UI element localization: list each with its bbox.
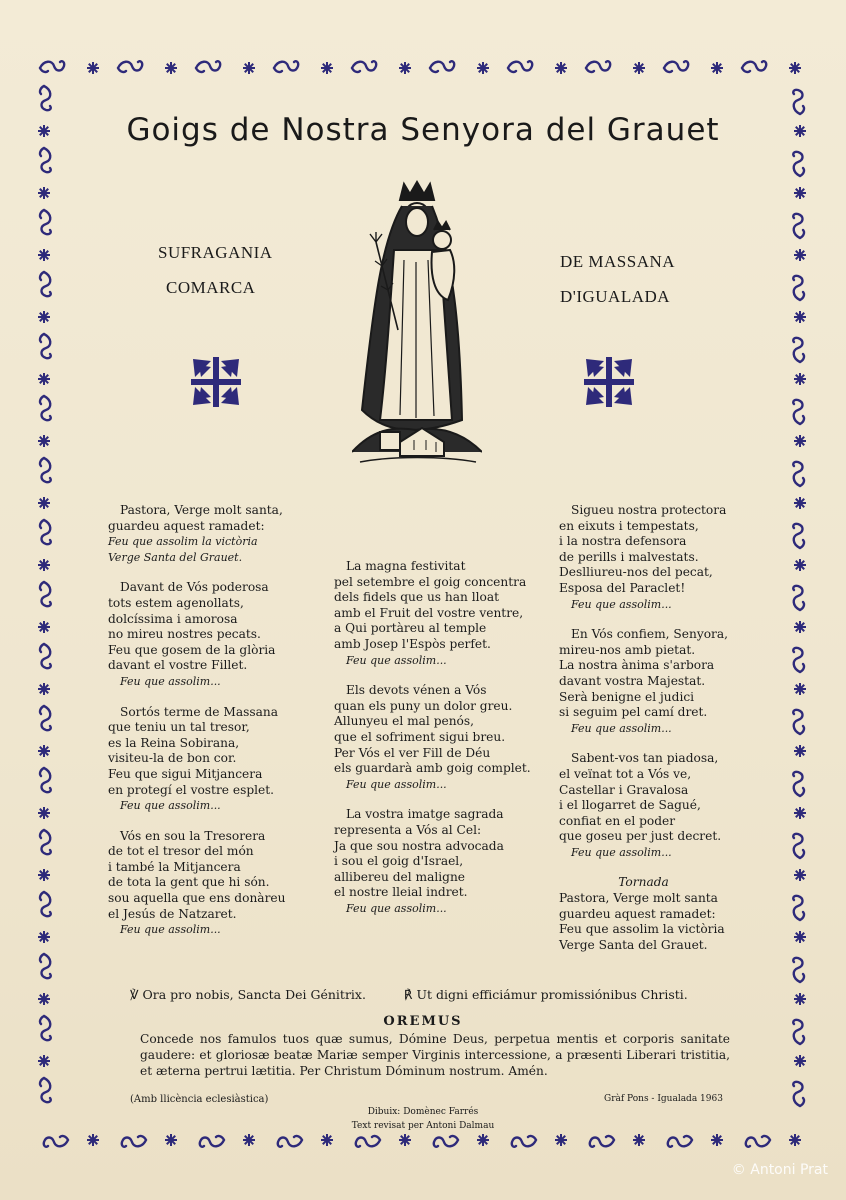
- border-star: [789, 62, 801, 74]
- border-flourish: [40, 458, 51, 482]
- verse-line: davant vostra Majestat.: [559, 673, 706, 688]
- border-flourish: [664, 61, 688, 72]
- border-star: [794, 497, 806, 509]
- border-star: [794, 249, 806, 261]
- border-flourish: [40, 892, 51, 916]
- border-flourish: [352, 61, 376, 72]
- verse-line: guardeu aquest ramadet:: [108, 518, 265, 533]
- verse-line: Pastora, Verge molt santa: [559, 891, 718, 906]
- verse-line: Pastora, Verge molt santa,: [120, 503, 283, 517]
- verse-line: amb el Fruit del vostre ventre,: [334, 605, 524, 620]
- verse-line: quan els puny un dolor greu.: [334, 698, 513, 713]
- border-star: [794, 931, 806, 943]
- verse-line: pel setembre el goig concentra: [334, 574, 527, 589]
- refrain-line: Verge Santa del Grauet.: [108, 550, 243, 564]
- border-flourish: [40, 1078, 51, 1102]
- verse-line: Feu que assolim la victòria: [559, 922, 725, 937]
- verse-line: Feu que gosem de la glòria: [108, 642, 276, 657]
- border-star: [555, 62, 567, 74]
- drawing-credit: Dibuix: Domènec Farrés: [367, 1107, 479, 1117]
- border-flourish: [793, 338, 804, 362]
- border-star: [477, 62, 489, 74]
- verse-line: Els devots vénen a Vós: [346, 683, 487, 698]
- page-title: Goigs de Nostra Senyora del Grauet: [126, 112, 720, 148]
- header-right-line1: DE MASSANA: [560, 252, 676, 271]
- border-star: [399, 62, 411, 74]
- verse-line: Vós en sou la Tresorera: [120, 828, 266, 843]
- refrain-line: Feu que assolim...: [120, 674, 221, 688]
- stanza-6: [334, 683, 531, 792]
- right-column: [559, 503, 728, 968]
- border-star: [165, 1134, 177, 1146]
- versicle: ℣ Ora pro nobis, Sancta Dei Génitrix.: [130, 987, 366, 1002]
- verse-line: que el sofriment sigui breu.: [334, 729, 506, 744]
- border-star: [633, 1134, 645, 1146]
- border-flourish: [793, 834, 804, 858]
- border-star: [38, 249, 50, 261]
- verse-line: i també la Mitjancera: [108, 859, 241, 874]
- border-star: [165, 62, 177, 74]
- border-star: [243, 62, 255, 74]
- verse-line: que teniu un tal tresor,: [108, 720, 250, 735]
- printer-note: Gràf Pons - Igualada 1963: [604, 1094, 723, 1104]
- verse-line: confiat en el poder: [559, 813, 676, 828]
- border-flourish: [40, 210, 51, 234]
- verse-line: es la Reina Sobirana,: [108, 735, 240, 750]
- refrain-line: Feu que assolim...: [120, 799, 221, 813]
- border-flourish: [40, 61, 64, 72]
- border-star: [477, 1134, 489, 1146]
- verse-line: Verge Santa del Grauet.: [559, 937, 708, 952]
- border-star: [794, 993, 806, 1005]
- verse-line: a Qui portàreu al temple: [334, 621, 487, 636]
- header-left-line2: COMARCA: [166, 278, 256, 297]
- border-flourish: [586, 61, 610, 72]
- border-flourish: [793, 710, 804, 734]
- border-flourish: [793, 896, 804, 920]
- border-star: [38, 311, 50, 323]
- border-star: [711, 1134, 723, 1146]
- verse-line: mireu-nos amb pietat.: [559, 642, 696, 657]
- border-star: [399, 1134, 411, 1146]
- virgin-and-child-illustration: [352, 180, 482, 470]
- border-flourish: [793, 958, 804, 982]
- border-flourish: [356, 1136, 380, 1147]
- border-flourish: [512, 1136, 536, 1147]
- verse-line: de tot el tresor del món: [108, 844, 254, 859]
- border-star: [38, 869, 50, 881]
- border-flourish: [793, 524, 804, 548]
- stanza-1: [108, 503, 285, 565]
- border-flourish: [122, 1136, 146, 1147]
- border-flourish: [793, 772, 804, 796]
- stanza-8: [559, 503, 728, 612]
- border-star: [711, 62, 723, 74]
- refrain-line: Feu que assolim...: [346, 653, 447, 667]
- border-star: [38, 559, 50, 571]
- verse-line: amb Josep l'Espòs perfet.: [334, 636, 491, 651]
- stanza-5: [334, 559, 531, 668]
- border-star: [794, 187, 806, 199]
- stanza-10: [559, 751, 728, 860]
- border-flourish: [274, 61, 298, 72]
- border-star: [794, 869, 806, 881]
- border-flourish: [40, 148, 51, 172]
- refrain-line: Feu que assolim...: [346, 901, 447, 915]
- border-flourish: [40, 272, 51, 296]
- border-star: [794, 807, 806, 819]
- border-flourish: [200, 1136, 224, 1147]
- verse-line: en eixuts i tempestats,: [559, 518, 699, 533]
- refrain-line: Feu que assolim...: [571, 597, 672, 611]
- border-star: [794, 621, 806, 633]
- border-flourish: [278, 1136, 302, 1147]
- border-flourish: [40, 644, 51, 668]
- tornada-heading: Tornada: [618, 875, 669, 890]
- border-star: [87, 1134, 99, 1146]
- verse-line: Deslliureu-nos del pecat,: [559, 565, 713, 580]
- border-star: [87, 62, 99, 74]
- border-flourish: [668, 1136, 692, 1147]
- versicle-line: [130, 987, 688, 1002]
- header-right-line2: D'IGUALADA: [560, 287, 671, 306]
- border-star: [38, 745, 50, 757]
- border-flourish: [793, 152, 804, 176]
- verse-line: tots estem agenollats,: [108, 595, 244, 610]
- border-star: [38, 435, 50, 447]
- border-star: [794, 683, 806, 695]
- border-star: [794, 435, 806, 447]
- verse-line: Allunyeu el mal penós,: [334, 714, 475, 729]
- verse-line: La vostra imatge sagrada: [346, 807, 504, 822]
- border-star: [794, 1055, 806, 1067]
- border-flourish: [40, 334, 51, 358]
- verse-line: davant el vostre Fillet.: [108, 658, 248, 673]
- verse-line: Per Vós el ver Fill de Déu: [334, 745, 491, 760]
- border-star: [38, 683, 50, 695]
- verse-line: Sabent-vos tan piadosa,: [571, 751, 719, 766]
- watermark: © Antoni Prat: [731, 1162, 828, 1178]
- border-star: [794, 373, 806, 385]
- border-flourish: [430, 61, 454, 72]
- stanza-7: [334, 807, 531, 916]
- verse-line: Serà benigne el judici: [559, 689, 695, 704]
- border-flourish: [793, 214, 804, 238]
- border-star: [794, 745, 806, 757]
- tornada: [559, 875, 728, 953]
- verse-line: Sortós terme de Massana: [120, 704, 278, 719]
- refrain-line: Feu que assolim...: [571, 845, 672, 859]
- border-flourish: [118, 61, 142, 72]
- stanza-9: [559, 627, 728, 736]
- border-flourish: [40, 706, 51, 730]
- border-star: [321, 62, 333, 74]
- border-flourish: [40, 582, 51, 606]
- border-flourish: [746, 1136, 770, 1147]
- verse-line: de perills i malvestats.: [559, 549, 699, 564]
- cross-emblem-icon: [584, 357, 634, 407]
- border-star: [38, 497, 50, 509]
- border-flourish: [793, 276, 804, 300]
- refrain-line: Feu que assolim...: [346, 777, 447, 791]
- border-flourish: [40, 830, 51, 854]
- border-flourish: [44, 1136, 68, 1147]
- verse-line: que goseu per just decret.: [559, 829, 722, 844]
- verse-line: representa a Vós al Cel:: [334, 822, 482, 837]
- border-flourish: [793, 586, 804, 610]
- border-flourish: [434, 1136, 458, 1147]
- verse-line: si seguim pel camí dret.: [559, 705, 708, 720]
- border-flourish: [793, 90, 804, 114]
- border-star: [243, 1134, 255, 1146]
- header-left-line1: SUFRAGANIA: [158, 243, 273, 262]
- border-flourish: [40, 396, 51, 420]
- border-star: [38, 1055, 50, 1067]
- oremus-heading: OREMUS: [383, 1014, 463, 1029]
- border-star: [38, 373, 50, 385]
- verse-line: En Vós confiem, Senyora,: [571, 627, 729, 642]
- border-flourish: [742, 61, 766, 72]
- verse-line: Sigueu nostra protectora: [571, 503, 727, 517]
- cross-emblem-icon: [191, 357, 241, 407]
- prayer-text: Concede nos famulos tuos quæ sumus, Dómine Deus, perpetua mentis et corporis sanitate gaudere: et gloriosæ beatæ Mariæ semper Virginis intercessione, a præsenti Liberari tristitia, et æterna pertrui lætitia. Per Christum Dóminum nostrum. Amén.: [140, 1032, 730, 1078]
- border-star: [794, 559, 806, 571]
- verse-line: La magna festivitat: [346, 559, 466, 573]
- border-flourish: [40, 520, 51, 544]
- border-star: [794, 311, 806, 323]
- verse-line: allibereu del maligne: [334, 869, 466, 884]
- refrain-line: Feu que assolim la victòria: [108, 535, 258, 549]
- verse-line: Castellar i Gravalosa: [559, 782, 689, 797]
- border-flourish: [196, 61, 220, 72]
- verse-line: dels fidels que us han lloat: [334, 590, 500, 605]
- verse-line: Esposa del Paraclet!: [559, 580, 686, 595]
- verse-line: visiteu-la de bon cor.: [108, 751, 237, 766]
- verse-line: sou aquella que ens donàreu: [108, 891, 286, 906]
- verse-line: Ja que sou nostra advocada: [334, 838, 504, 853]
- refrain-line: Feu que assolim...: [120, 923, 221, 937]
- verse-line: i la nostra defensora: [559, 534, 687, 549]
- verse-line: no mireu nostres pecats.: [108, 627, 261, 642]
- verse-line: i el llogarret de Sagué,: [559, 798, 701, 813]
- border-flourish: [793, 462, 804, 486]
- border-flourish: [40, 86, 51, 110]
- border-star: [789, 1134, 801, 1146]
- border-star: [38, 187, 50, 199]
- verse-line: Davant de Vós poderosa: [120, 580, 269, 595]
- verse-line: dolcíssima i amorosa: [108, 611, 238, 626]
- border-flourish: [793, 648, 804, 672]
- border-flourish: [793, 1082, 804, 1106]
- verse-line: de tota la gent que hi són.: [108, 875, 270, 890]
- border-star: [633, 62, 645, 74]
- verse-line: en protegí el vostre esplet.: [108, 782, 275, 797]
- verse-line: i sou el goig d'Israel,: [334, 854, 464, 869]
- stanza-2: [108, 580, 285, 689]
- border-flourish: [508, 61, 532, 72]
- stanza-3: [108, 705, 285, 814]
- verse-line: el nostre lleial indret.: [334, 885, 468, 900]
- border-star: [38, 807, 50, 819]
- border-star: [555, 1134, 567, 1146]
- border-flourish: [40, 954, 51, 978]
- license-note: (Amb llicència eclesiàstica): [130, 1094, 269, 1105]
- response: ℟ Ut digni efficiámur promissiónibus Christi.: [403, 987, 688, 1002]
- verse-line: La nostra ànima s'arbora: [559, 658, 715, 673]
- border-star: [38, 931, 50, 943]
- border-star: [38, 993, 50, 1005]
- border-flourish: [40, 768, 51, 792]
- refrain-line: Feu que assolim...: [571, 721, 672, 735]
- border-star: [321, 1134, 333, 1146]
- revision-credit: Text revisat per Antoni Dalmau: [351, 1121, 495, 1131]
- verse-line: Feu que sigui Mitjancera: [108, 766, 263, 781]
- border-star: [38, 621, 50, 633]
- verse-line: els guardarà amb goig complet.: [334, 761, 531, 776]
- verse-line: el Jesús de Natzaret.: [108, 906, 237, 921]
- border-flourish: [793, 400, 804, 424]
- verse-line: el veïnat tot a Vós ve,: [559, 766, 692, 781]
- border-flourish: [590, 1136, 614, 1147]
- stanza-4: [108, 829, 285, 938]
- middle-column: [334, 559, 531, 931]
- left-column: [108, 503, 285, 953]
- verse-line: guardeu aquest ramadet:: [559, 906, 716, 921]
